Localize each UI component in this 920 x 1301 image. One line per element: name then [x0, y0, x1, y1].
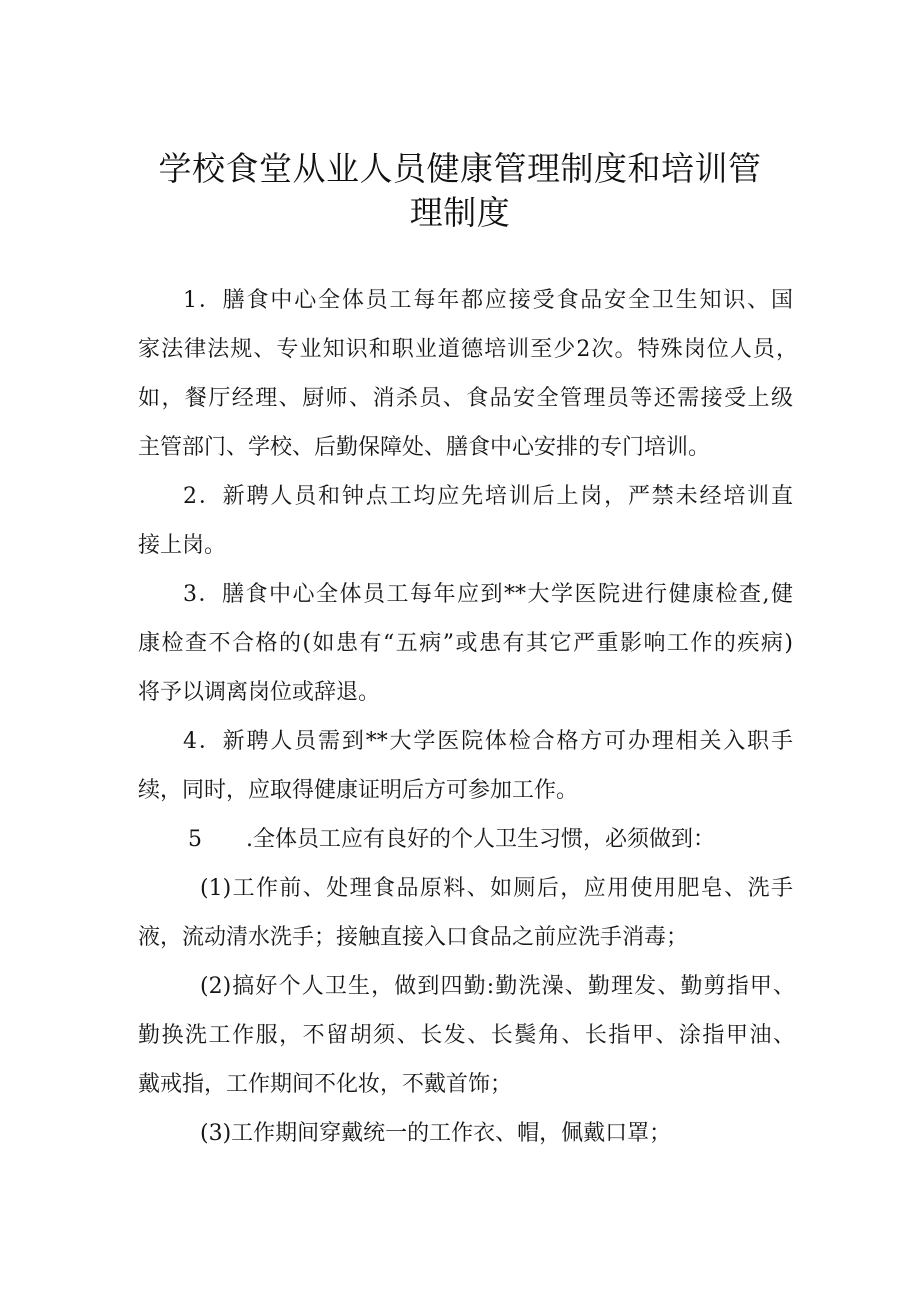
item-1-line-1: (1)工作前、处理食品原料、如厕后，应用使用肥皂、洗手: [200, 876, 793, 901]
document-title-line-1: 学校食堂从业人员健康管理制度和培训管: [158, 149, 762, 188]
item-2-line-2: 勤换洗工作服，不留胡须、长发、长鬓角、长指甲、涂指甲油、: [138, 1023, 795, 1048]
paragraph-5-line-1: 5 .全体员工应有良好的个人卫生习惯，必须做到：: [188, 827, 715, 852]
paragraph-1-line-3: 如，餐厅经理、厨师、消杀员、食品安全管理员等还需接受上级: [138, 386, 793, 411]
item-1-line-2: 液，流动清水洗手；接触直接入口食品之前应洗手消毒；: [138, 925, 689, 950]
paragraph-3-line-1: 3．膳食中心全体员工每年应到**大学医院进行健康检查,健: [183, 582, 793, 607]
paragraph-4-line-1: 4．新聘人员需到**大学医院体检合格方可办理相关入职手: [183, 729, 793, 754]
paragraph-3-line-3: 将予以调离岗位或辞退。: [138, 680, 381, 705]
paragraph-1-line-1: 1．膳食中心全体员工每年都应接受食品安全卫生知识、国: [183, 288, 793, 313]
document-title-line-2: 理制度: [409, 193, 511, 232]
item-3-line-1: (3)工作期间穿戴统一的工作衣、帽，佩戴口罩；: [200, 1121, 672, 1146]
paragraph-1-line-2: 家法律法规、专业知识和职业道德培训至少2次。特殊岗位人员，: [138, 337, 798, 362]
paragraph-1-line-4: 主管部门、学校、后勤保障处、膳食中心安排的专门培训。: [138, 435, 711, 460]
paragraph-4-line-2: 续，同时，应取得健康证明后方可参加工作。: [138, 778, 579, 803]
item-2-line-3: 戴戒指，工作期间不化妆，不戴首饰；: [138, 1072, 513, 1097]
item-2-line-1: (2)搞好个人卫生，做到四勤:勤洗澡、勤理发、勤剪指甲、: [200, 974, 795, 999]
paragraph-3-line-2: 康检查不合格的(如患有“五病”或患有其它严重影响工作的疾病): [138, 631, 793, 656]
paragraph-2-line-1: 2．新聘人员和钟点工均应先培训后上岗，严禁未经培训直: [183, 484, 793, 509]
paragraph-2-line-2: 接上岗。: [138, 533, 227, 558]
